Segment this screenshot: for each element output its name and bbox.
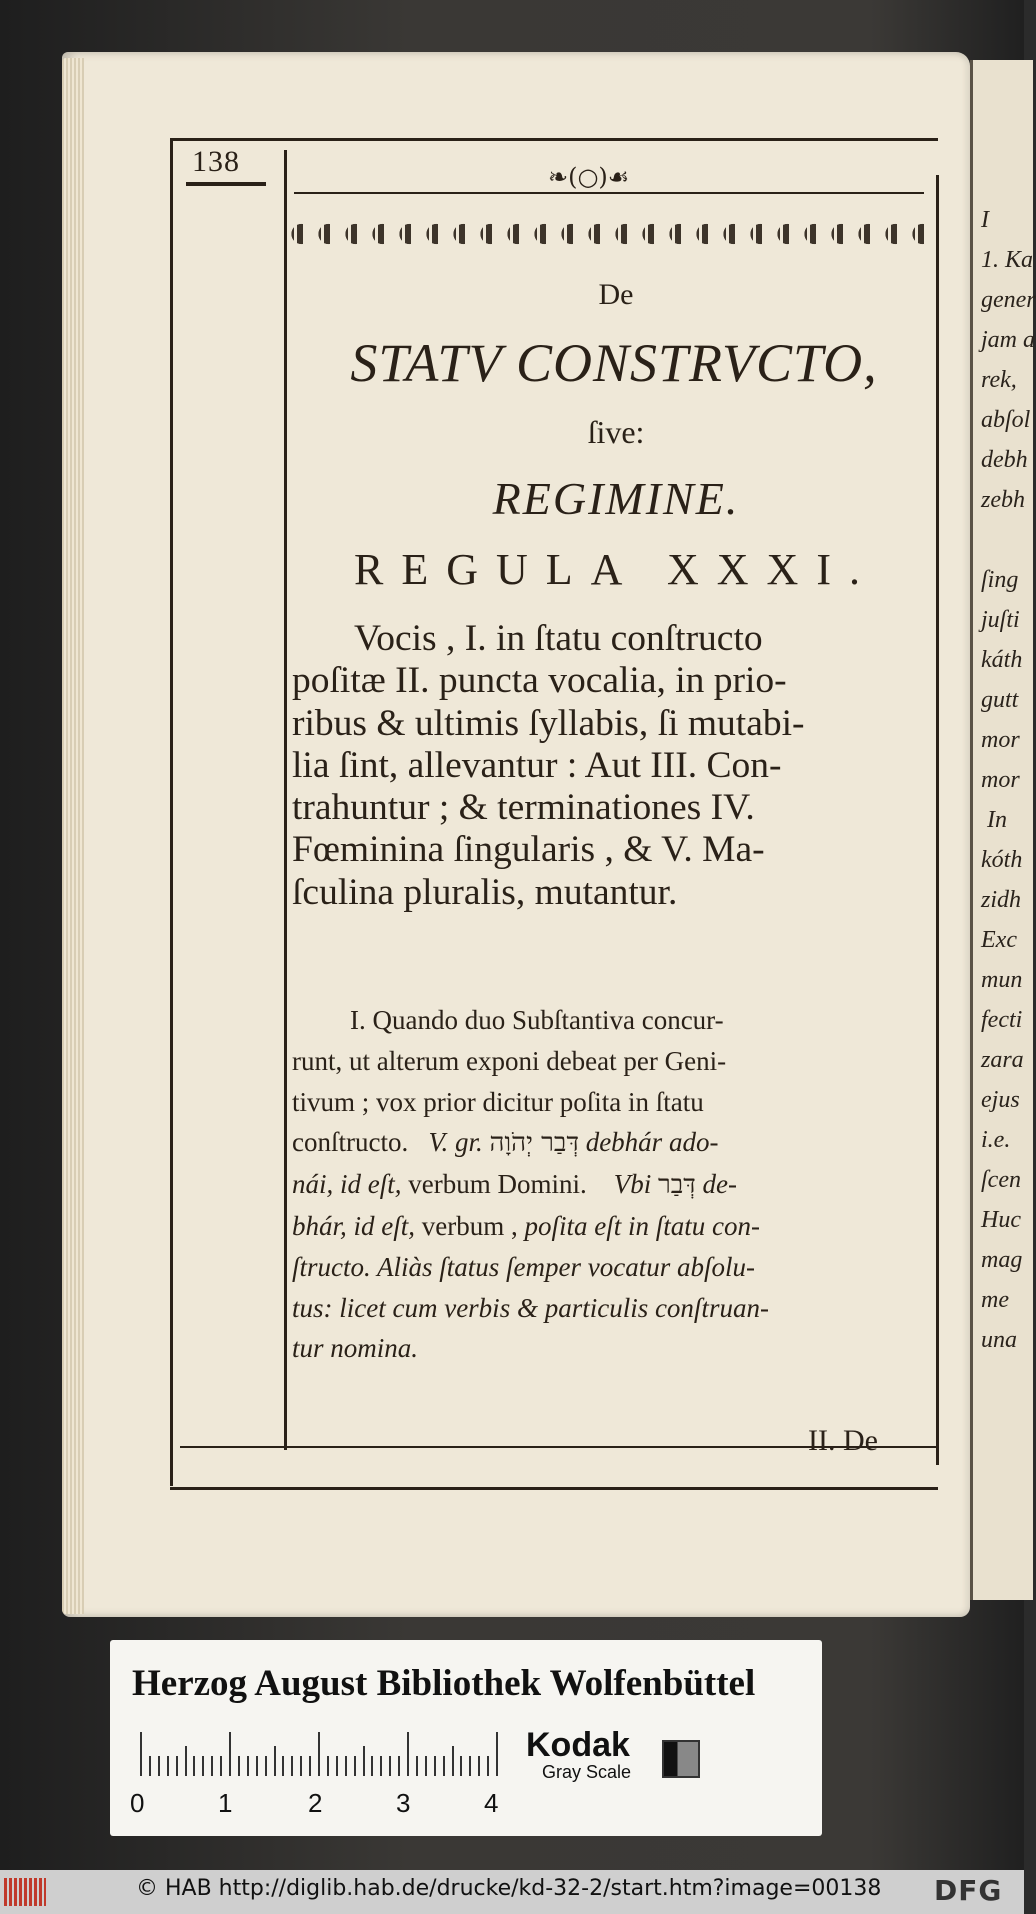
library-name: Herzog August Bibliothek Wolfenbüttel bbox=[132, 1663, 756, 1704]
note-line: tivum ; vox prior dicitur poſita in ſtatu bbox=[292, 1086, 704, 1117]
note-italic: Vbi bbox=[613, 1169, 652, 1200]
rule-paragraph bbox=[292, 618, 932, 914]
heading-title: STATV CONSTRVCTO, bbox=[350, 333, 878, 393]
ruler-tick bbox=[309, 1756, 311, 1776]
ruler-tick bbox=[274, 1746, 276, 1776]
ruler-tick bbox=[460, 1756, 462, 1776]
ruler-tick bbox=[256, 1756, 258, 1776]
ruler-tick bbox=[336, 1756, 338, 1776]
ruler-tick bbox=[407, 1732, 409, 1776]
ruler-tick bbox=[176, 1756, 178, 1776]
page-edge bbox=[62, 58, 84, 1614]
ruler-tick bbox=[469, 1756, 471, 1776]
ruler-tick bbox=[149, 1756, 151, 1776]
ruler-tick bbox=[247, 1756, 249, 1776]
ruler-tick bbox=[229, 1732, 231, 1776]
kodak-logo: Kodak bbox=[526, 1726, 630, 1764]
ruler-number: 1 bbox=[218, 1788, 233, 1818]
note-italic: de- bbox=[702, 1169, 738, 1200]
rule-line: lia ſint, allevantur : Aut III. Con- bbox=[292, 744, 782, 786]
ruler-tick bbox=[425, 1756, 427, 1776]
scan-label-card bbox=[110, 1640, 822, 1836]
footer-copyright-link[interactable]: © HAB http://diglib.hab.de/drucke/kd-32-2/start.htm?image=00138 bbox=[136, 1876, 882, 1901]
ruler-tick bbox=[371, 1756, 373, 1776]
dfg-logo: DFG bbox=[934, 1874, 1003, 1907]
measurement-ruler bbox=[140, 1732, 500, 1776]
rule-line: Vocis , I. in ſtatu conſtructo bbox=[354, 618, 763, 659]
ruler-tick bbox=[398, 1756, 400, 1776]
ruler-number: 2 bbox=[308, 1788, 323, 1818]
barcode-logo-icon bbox=[4, 1878, 46, 1906]
note-text: conſtructo. bbox=[292, 1127, 409, 1158]
page-number: 138 bbox=[192, 145, 240, 178]
ruler-tick bbox=[380, 1756, 382, 1776]
ruler-tick bbox=[487, 1756, 489, 1776]
note-line: I. Quando duo Subſtantiva concur- bbox=[350, 1005, 724, 1035]
facing-page-text: I 1. Ka gener jam a rek, abſol debh zebh ſing juſti káth gutt mor mor In kóth zidh Exc mun fecti zara ejus i.e. ſcen Huc mag me una bbox=[981, 207, 1036, 1353]
note-line: runt, ut alterum exponi debeat per Geni- bbox=[292, 1045, 727, 1076]
ruler-tick bbox=[158, 1756, 160, 1776]
ruler-tick bbox=[327, 1756, 329, 1776]
footer-bar bbox=[0, 1870, 1024, 1914]
note-line bbox=[292, 1288, 932, 1329]
ruler-tick bbox=[416, 1756, 418, 1776]
ruler-tick bbox=[238, 1756, 240, 1776]
ruler-tick bbox=[443, 1756, 445, 1776]
catchword: II. De bbox=[808, 1424, 878, 1457]
note-italic: nái, id eſt, bbox=[292, 1169, 402, 1200]
rule-line: trahuntur ; & terminationes IV. bbox=[292, 787, 755, 829]
note-paragraph bbox=[292, 1000, 932, 1369]
gray-scale-label: Gray Scale bbox=[542, 1762, 632, 1782]
page-number-rule bbox=[186, 182, 266, 186]
ruler-tick bbox=[220, 1756, 222, 1776]
ruler-numbers bbox=[130, 1788, 510, 1818]
ruler-tick bbox=[496, 1732, 498, 1776]
heading-sive: ſive: bbox=[587, 414, 645, 450]
note-italic: tus bbox=[292, 1292, 324, 1323]
note-line: tur nomina. bbox=[292, 1333, 419, 1364]
ruler-tick bbox=[265, 1756, 267, 1776]
ruler-tick bbox=[282, 1756, 284, 1776]
gray-patch-icon bbox=[662, 1740, 700, 1778]
frame-rule-head bbox=[294, 192, 924, 194]
rule-line: ſculina pluralis, mutantur. bbox=[292, 871, 678, 913]
ruler-tick bbox=[193, 1756, 195, 1776]
ruler-number: 3 bbox=[396, 1788, 411, 1818]
heading-rule-number: REGULA XXXI. bbox=[354, 545, 878, 594]
note-italic: bhár, id eſt, bbox=[292, 1210, 416, 1241]
hebrew-text: דְּבַר bbox=[657, 1170, 696, 1201]
note-line: ſtructo. Aliàs ſtatus ſemper vocatur abſolu- bbox=[292, 1251, 755, 1282]
ruler-tick bbox=[478, 1756, 480, 1776]
fleuron-icon: ❧(○)☙ bbox=[548, 163, 630, 191]
ruler-tick bbox=[434, 1756, 436, 1776]
ruler-tick bbox=[452, 1746, 454, 1776]
rule-line: poſitæ II. puncta vocalia, in prio- bbox=[292, 660, 787, 702]
ruler-number: 0 bbox=[130, 1788, 145, 1818]
ruler-tick bbox=[354, 1756, 356, 1776]
rule-line: Fœminina ſingularis , & V. Ma- bbox=[292, 829, 765, 871]
ruler-tick bbox=[211, 1756, 213, 1776]
ruler-number: 4 bbox=[484, 1788, 499, 1818]
ruler-tick bbox=[389, 1756, 391, 1776]
note-text: verbum , bbox=[421, 1210, 518, 1241]
note-italic: debhár ado- bbox=[585, 1127, 719, 1158]
note-italic: poſita eſt in ſtatu con- bbox=[524, 1210, 760, 1241]
note-line bbox=[292, 1164, 932, 1206]
note-line bbox=[292, 1122, 932, 1164]
ruler-tick bbox=[318, 1732, 320, 1776]
ruler-tick bbox=[140, 1732, 142, 1776]
hebrew-text: דְּבַר יְהֹוָה bbox=[489, 1128, 579, 1159]
ruler-tick bbox=[300, 1756, 302, 1776]
facing-page bbox=[970, 60, 1036, 1600]
ruler-tick bbox=[167, 1756, 169, 1776]
rule-line: ribus & ultimis ſyllabis, ſi mutabi- bbox=[292, 702, 805, 744]
ruler-tick bbox=[185, 1746, 187, 1776]
ornament-band bbox=[288, 222, 924, 246]
heading-de: De bbox=[598, 278, 634, 311]
ruler-tick bbox=[363, 1746, 365, 1776]
ruler-tick bbox=[345, 1756, 347, 1776]
note-line bbox=[292, 1206, 932, 1247]
ruler-tick bbox=[291, 1756, 293, 1776]
note-italic: : licet cum verbis & particulis conſtruan- bbox=[323, 1292, 769, 1323]
note-text: verbum Domini. bbox=[408, 1169, 587, 1200]
frame-rule-left bbox=[170, 138, 173, 1486]
note-italic: V. gr. bbox=[428, 1127, 483, 1158]
heading-subtitle: REGIMINE. bbox=[492, 473, 740, 524]
ruler-tick bbox=[202, 1756, 204, 1776]
